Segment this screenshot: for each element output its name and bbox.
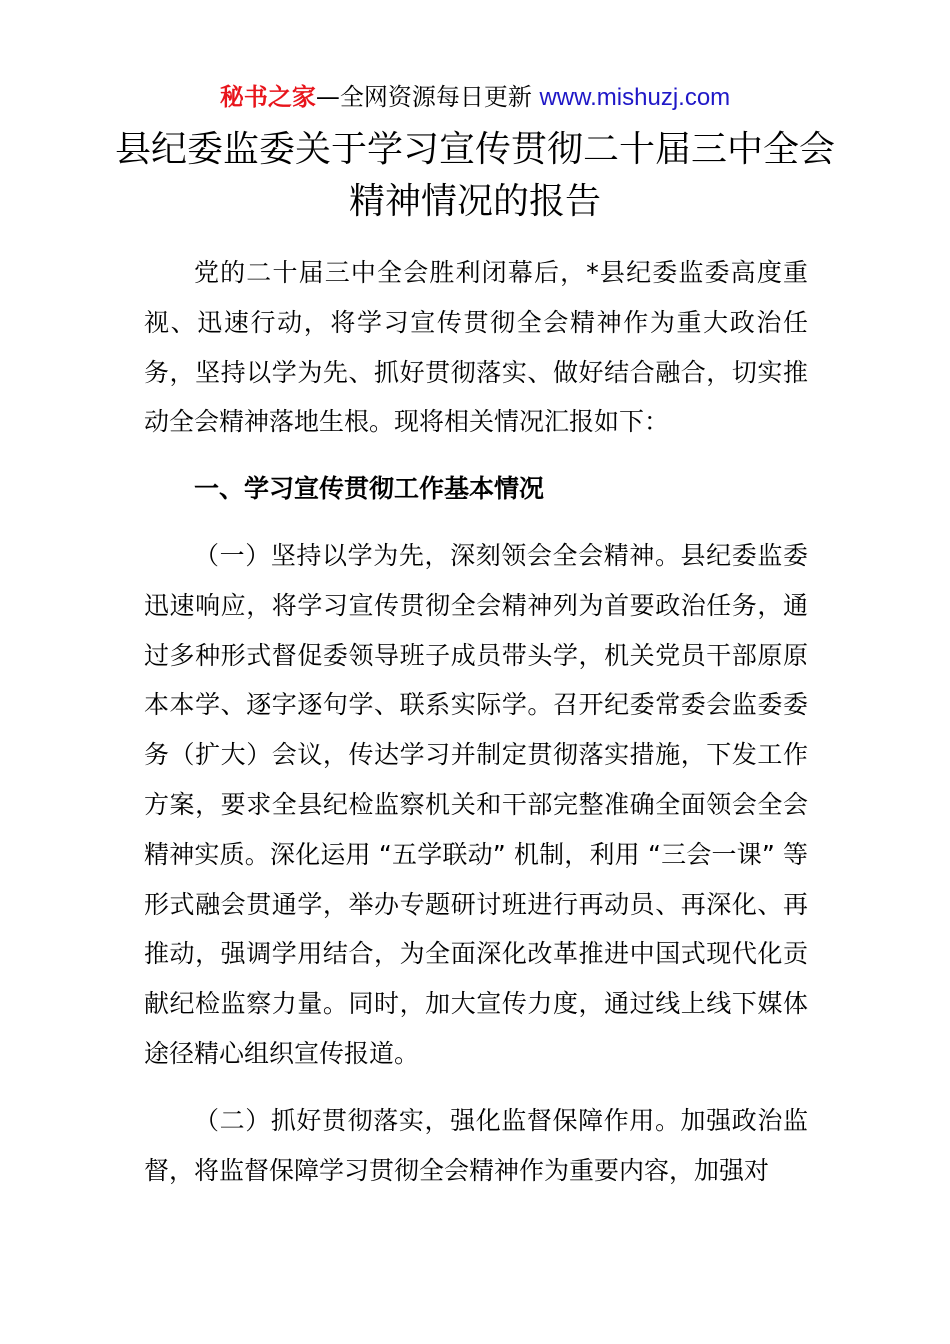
- site-brand: 秘书之家: [219, 83, 316, 111]
- paragraph-2: （二）抓好贯彻落实，强化监督保障作用。加强政治监督，将监督保障学习贯彻全会精神作为重要内容，加强对: [144, 1105, 808, 1185]
- site-tagline: —全网资源每日更新: [315, 83, 540, 111]
- section-heading: 一、学习宣传贯彻工作基本情况: [194, 474, 545, 504]
- document-title: 县纪委监委关于学习宣传贯彻二十届三中全会精神情况的报告: [114, 129, 835, 222]
- site-header: [0, 80, 950, 115]
- paragraph-1: （一）坚持以学为先，深刻领会全会精神。县纪委监委迅速响应，将学习宣传贯彻全会精神列为首要政治任务，通过多种形式督促委领导班子成员带头学，机关党员干部原原本本学、逐字逐句学、联系实际学。召开纪委常委会监委委务（扩大）会议，传达学习并制定贯彻落实措施，下发工作方案，要求全县纪检监察机关和干部完整准确全面领会全会精神实质。深化运用 “五学联动” 机制，利用 “三会一课” 等形式融会贯通学，举办专题研讨班进行再动员、再深化、再推动，强调学用结合，为全面深化改革推进中国式现代化贡献纪检监察力量。同时，加大宣传力度，通过线上线下媒体途径精心组织宣传报道。: [144, 540, 808, 1068]
- document-body: [144, 248, 808, 1195]
- intro-paragraph: 党的二十届三中全会胜利闭幕后，*县纪委监委高度重视、迅速行动，将学习宣传贯彻全会精神作为重大政治任务，坚持以学为先、抓好贯彻落实、做好结合融合，切实推动全会精神落地生根。现将相关情况汇报如下：: [144, 258, 808, 437]
- site-url-link[interactable]: www.mishuzj.com: [539, 84, 731, 111]
